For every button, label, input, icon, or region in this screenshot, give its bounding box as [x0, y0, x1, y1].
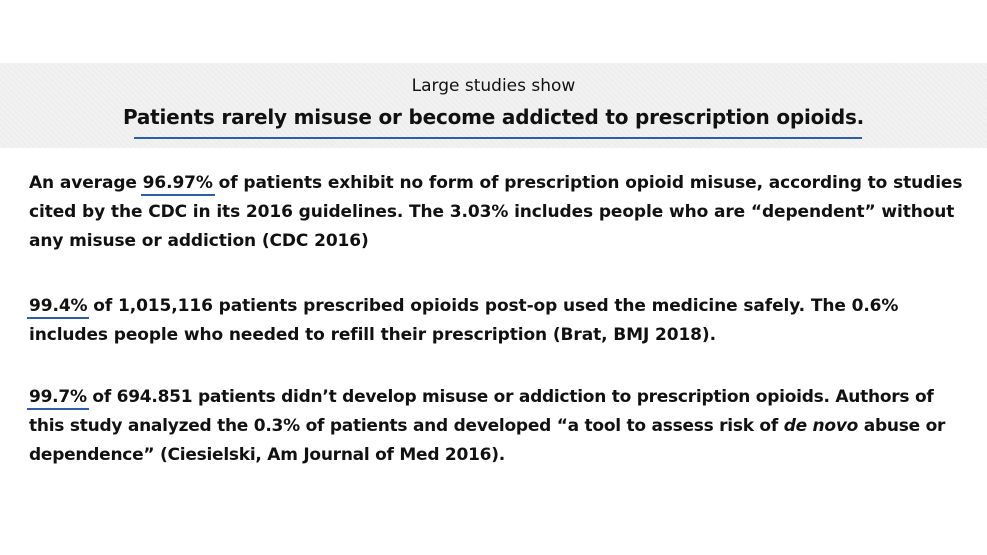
page-title: Patients rarely misuse or become addicted to prescription opioids.: [122, 105, 865, 129]
paragraph-ciesielski-2016: [29, 383, 974, 470]
paragraph-text: of patients exhibit no form of prescription opioid misuse, according to studies cited by the CDC in its 2016 guidelines. The 3.03% includes people who are “dependent” without any misuse or addiction (CDC 2016): [29, 173, 963, 251]
subtitle: Large studies show: [411, 76, 576, 96]
paragraph-text: An average: [29, 173, 143, 193]
paragraph-cdc-2016: [29, 169, 974, 256]
highlight-stat: 96.97%: [141, 172, 215, 196]
paragraph-text: of 1,015,116 patients prescribed opioids post-op used the medicine safely. The 0.6% includes people who needed to refill their prescription (Brat, BMJ 2018).: [29, 296, 899, 345]
highlight-stat: 99.4%: [27, 295, 89, 319]
highlight-stat: 99.7%: [27, 386, 89, 410]
title-underline: [134, 137, 862, 139]
paragraph-text: abuse or dependence” (Ciesielski, Am Journal of Med 2016).: [29, 416, 946, 465]
italic-term: de novo: [783, 416, 859, 436]
paragraph-brat-2018: [29, 292, 974, 350]
paragraph-text: of 694.851 patients didn’t develop misuse or addiction to prescription opioids. Authors of this study analyzed the 0.3% of patients and developed “a tool to assess risk of: [29, 387, 934, 436]
